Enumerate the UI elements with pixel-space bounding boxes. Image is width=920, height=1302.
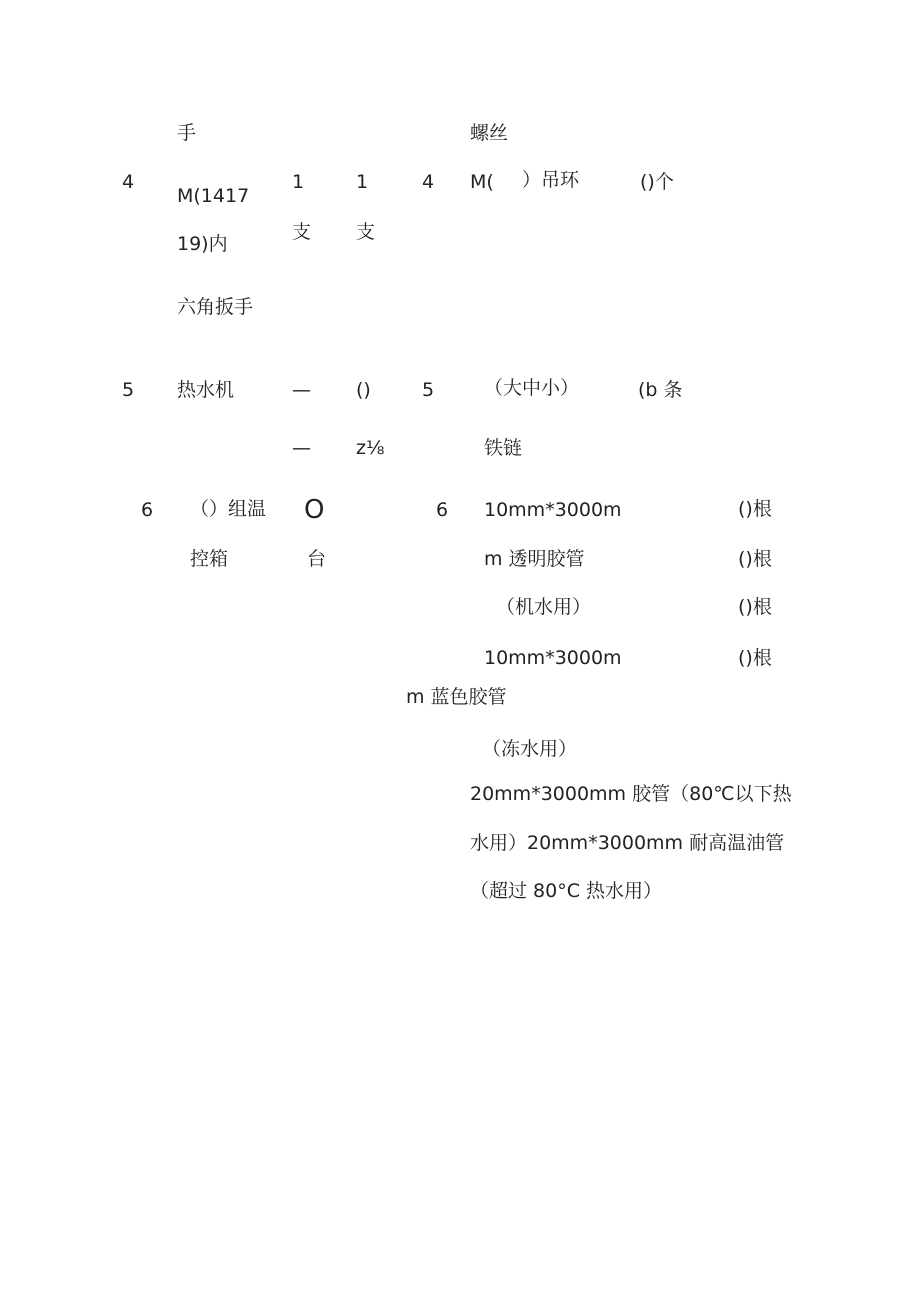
dash-mark: — xyxy=(292,379,311,401)
item-quantity: ()根 xyxy=(738,498,772,520)
item-spec-line: （机水用） xyxy=(496,596,592,618)
quantity-unit: 台 xyxy=(307,548,327,570)
item-spec-line: 10mm*3000m xyxy=(484,499,622,521)
tool-name-line: 热水机 xyxy=(177,379,235,401)
tool-name-line: 控箱 xyxy=(190,548,229,570)
tool-name-line: （）组温 xyxy=(190,498,267,520)
row-number-left: 6 xyxy=(141,499,154,521)
item-quantity: (b 条 xyxy=(638,379,683,401)
quantity-value: 1 xyxy=(292,171,305,193)
row-number-right: 5 xyxy=(422,379,435,401)
quantity-unit: 支 xyxy=(292,221,312,243)
row-number-right: 6 xyxy=(436,499,449,521)
tool-name-line: 六角扳手 xyxy=(177,296,254,318)
quantity-value: 1 xyxy=(356,171,369,193)
item-name-prefix: M( xyxy=(470,171,494,193)
item-spec-line: （冻水用） xyxy=(482,738,578,760)
item-quantity: ()根 xyxy=(738,647,772,669)
quantity-unit: 支 xyxy=(356,221,376,243)
item-spec-line: 20mm*3000mm 胶管（80℃以下热 xyxy=(470,783,792,805)
item-spec-line: 10mm*3000m xyxy=(484,647,622,669)
tool-name-continuation: 手 xyxy=(177,122,197,144)
item-name-continuation: 螺丝 xyxy=(470,122,509,144)
row-number-left: 4 xyxy=(122,171,135,193)
quantity-placeholder: () xyxy=(356,379,371,401)
item-name-line: （大中小） xyxy=(484,377,580,399)
row-number-left: 5 xyxy=(122,379,135,401)
row-number-right: 4 xyxy=(422,171,435,193)
tool-name-line: M(1417 xyxy=(177,185,250,207)
item-quantity: ()个 xyxy=(640,171,674,193)
quantity-unit: z⅛ xyxy=(356,437,385,459)
item-quantity: ()根 xyxy=(738,596,772,618)
item-name-line: 铁链 xyxy=(484,437,523,459)
item-quantity: ()根 xyxy=(738,548,772,570)
item-spec-line: 水用）20mm*3000mm 耐高温油管 xyxy=(470,832,785,854)
item-spec-line: m 蓝色胶管 xyxy=(406,686,507,708)
item-name-suffix: ）吊环 xyxy=(522,169,580,191)
dash-mark: — xyxy=(292,437,311,459)
tool-name-line: 19)内 xyxy=(177,233,228,255)
item-spec-line: （超过 80°C 热水用） xyxy=(470,880,663,902)
item-spec-line: m 透明胶管 xyxy=(484,548,585,570)
circle-mark: O xyxy=(304,495,325,525)
